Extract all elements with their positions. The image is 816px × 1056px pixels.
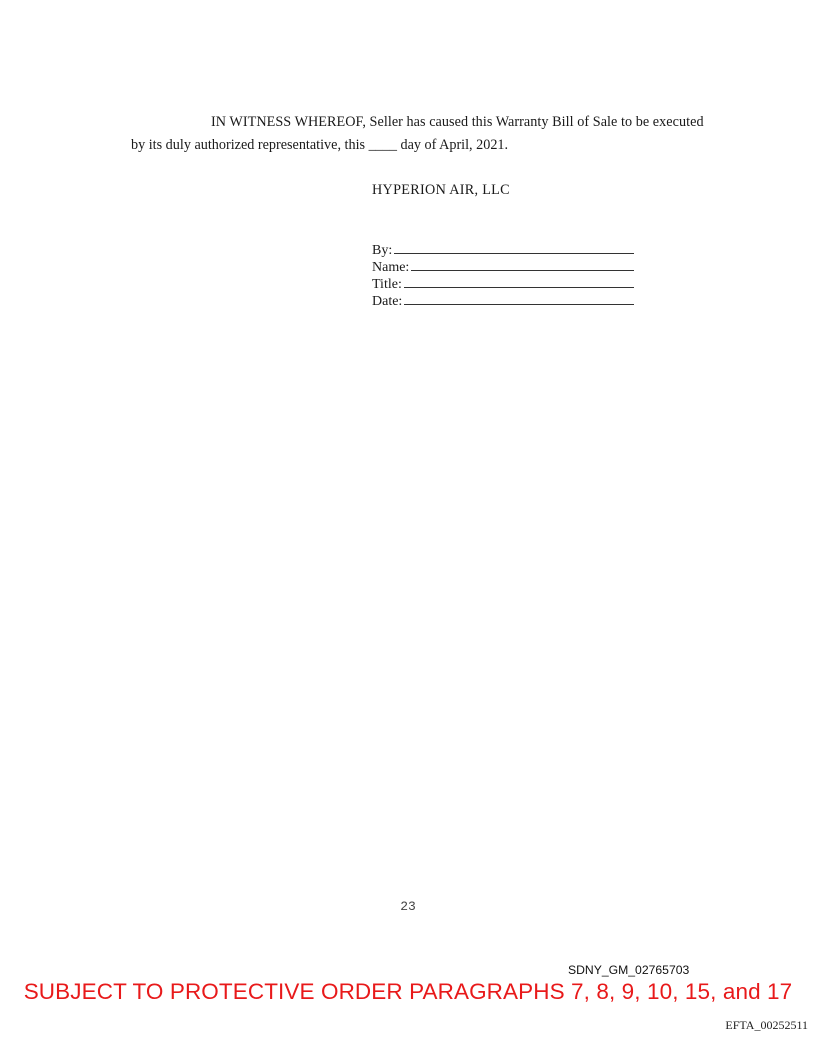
page-number: 23 xyxy=(400,899,416,914)
signature-field-title xyxy=(372,275,634,292)
signature-field-name xyxy=(372,258,634,275)
field-label-date: Date: xyxy=(372,294,403,309)
title-line xyxy=(404,275,634,288)
signature-field-by xyxy=(372,241,634,258)
field-label-by: By: xyxy=(372,243,393,258)
signature-field-date xyxy=(372,292,634,309)
field-label-title: Title: xyxy=(372,277,402,292)
signature-block xyxy=(372,241,634,309)
efta-number: EFTA_00252511 xyxy=(725,1018,808,1032)
date-line xyxy=(404,292,634,305)
name-line xyxy=(411,258,634,271)
protective-order-notice: SUBJECT TO PROTECTIVE ORDER PARAGRAPHS 7, 8, 9, 10, 15, and 17 xyxy=(23,979,793,1004)
signature-line xyxy=(394,241,634,254)
witness-clause-line-1: IN WITNESS WHEREOF, Seller has caused this Warranty Bill of Sale to be executed xyxy=(211,114,704,130)
witness-clause-line-2: by its duly authorized representative, this ____ day of April, 2021. xyxy=(131,137,509,153)
company-name: HYPERION AIR, LLC xyxy=(372,182,510,198)
field-label-name: Name: xyxy=(372,260,410,275)
bates-number: SDNY_GM_02765703 xyxy=(568,963,690,977)
